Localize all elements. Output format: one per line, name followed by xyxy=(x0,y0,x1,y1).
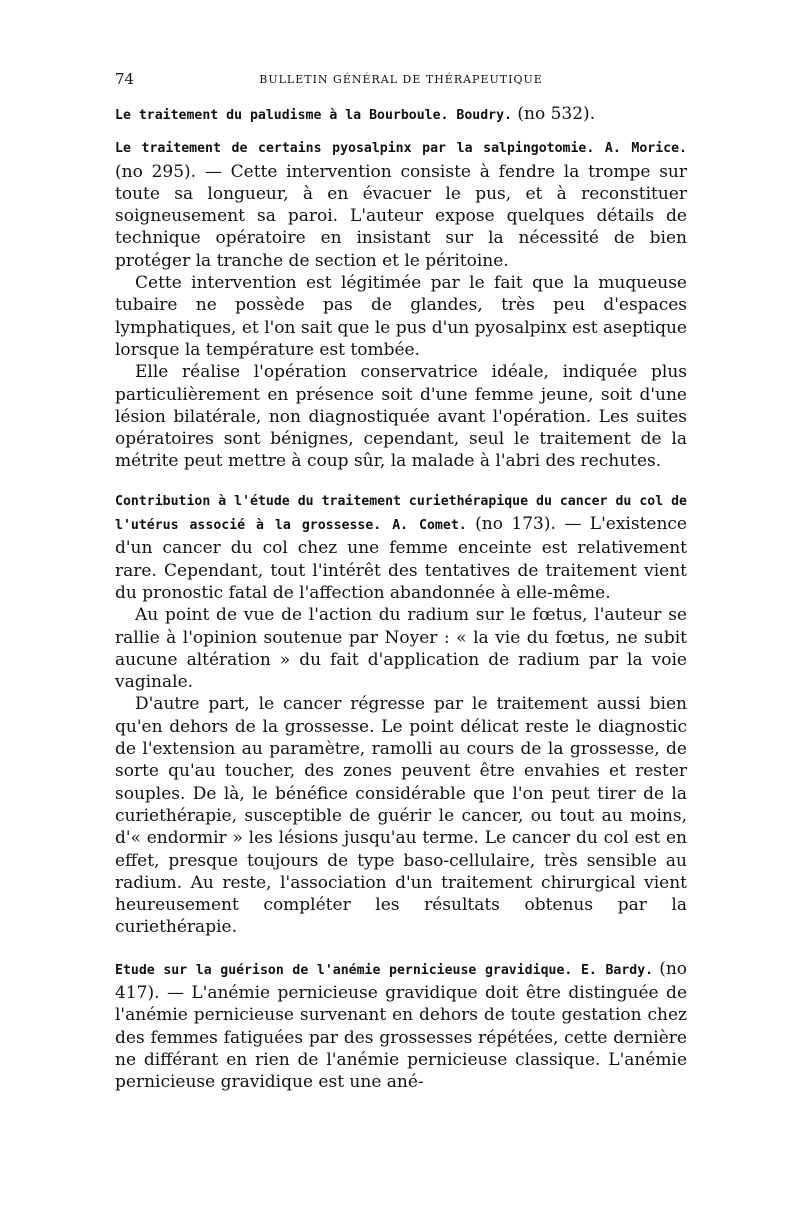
entry-ref: (no 417). xyxy=(115,958,688,1003)
running-header xyxy=(115,70,687,94)
entry-title: Le traitement du paludisme à la Bourboule. Boudry. xyxy=(115,108,512,123)
entry-pyosalpinx xyxy=(115,136,687,472)
entry-ref: (no 173). xyxy=(475,514,556,535)
paragraph: D'autre part, le cancer régresse par le traitement aussi bien qu'en dehors de la grossesse. Le point délicat reste le diagnostic de l'extension au paramètre, ramolli au cours de la grossesse, de sorte qu'au toucher, des zones peuvent être envahies et rester souples. De là, le bénéfice considérable que l'on peut tirer de la curiethérapie, susceptible de guérir le cancer, ou tout au moins, d'« endormir » les lésions jusqu'au terme. Le cancer du col est en effet, presque toujours de type baso-cellulaire, très sensible au radium. Au reste, l'association d'un traitement chirurgical vient heureusement compléter les résultats obtenus par la curiethérapie. xyxy=(115,694,687,938)
entry-title: Le traitement de certains pyosalpinx par la salpingotomie. A. Morice. xyxy=(115,141,687,157)
entry-paludisme xyxy=(115,103,687,127)
document-page xyxy=(115,70,687,1093)
entry-text: — L'anémie pernicieuse gravidique doit être distinguée de l'anémie pernicieuse survenant en dehors de toute gestation chez des femmes fatiguées par des grossesses répétées, cette dernière ne différant en rien de l'anémie pernicieuse classique. L'anémie pernicieuse gravidique est une ané- xyxy=(115,982,687,1093)
entry-lead-paragraph xyxy=(115,136,687,272)
entry-title: Contribution à l'étude du traitement curiethérapique du cancer du col de l'utérus associé à la grossesse. A. Comet. xyxy=(115,493,687,534)
entry-title: Etude sur la guérison de l'anémie pernicieuse gravidique. E. Bardy. xyxy=(115,962,654,978)
running-title: BULLETIN GÉNÉRAL DE THÉRAPEUTIQUE xyxy=(259,73,543,86)
paragraph: Au point de vue de l'action du radium sur le fœtus, l'auteur se rallie à l'opinion soutenue par Noyer : « la vie du fœtus, ne subit aucune altération » du fait d'application de radium par la voie vaginale. xyxy=(115,605,687,693)
entry-text: — L'existence d'un cancer du col chez une femme enceinte est relativement rare. Cependant, tout l'intérêt des tentatives de traitement vient du pronostic fatal de l'affection abandonnée à elle-même. xyxy=(115,514,687,603)
entry-lead-paragraph xyxy=(115,958,687,1094)
paragraph: Elle réalise l'opération conservatrice idéale, indiquée plus particulièrement en présence soit d'une femme jeune, soit d'une lésion bilatérale, non diagnostiquée avant l'opération. Les suites opératoires sont bénignes, cependant, seul le traitement de la métrite peut mettre à coup sûr, la malade à l'abri des rechutes. xyxy=(115,362,687,472)
entry-text: — Cette intervention consiste à fendre la trompe sur toute sa longueur, à en évacuer le pus, et à reconstituer soigneusement sa paroi. L'auteur expose quelques détails de technique opératoire en insistant sur la nécessité de bien protéger la tranche de section et le péritoine. xyxy=(115,161,687,271)
page-number: 74 xyxy=(115,70,135,88)
entry-ref: (no 532). xyxy=(517,104,596,124)
entry-lead-paragraph xyxy=(115,489,687,604)
entry-ref: (no 295). xyxy=(115,161,197,182)
entry-curietherapie xyxy=(115,489,687,939)
paragraph: Cette intervention est légitimée par le fait que la muqueuse tubaire ne possède pas de glandes, très peu d'espaces lymphatiques, et l'on sait que le pus d'un pyosalpinx est aseptique lorsque la température est tombée. xyxy=(115,273,687,360)
entry-anemie xyxy=(115,958,687,1094)
